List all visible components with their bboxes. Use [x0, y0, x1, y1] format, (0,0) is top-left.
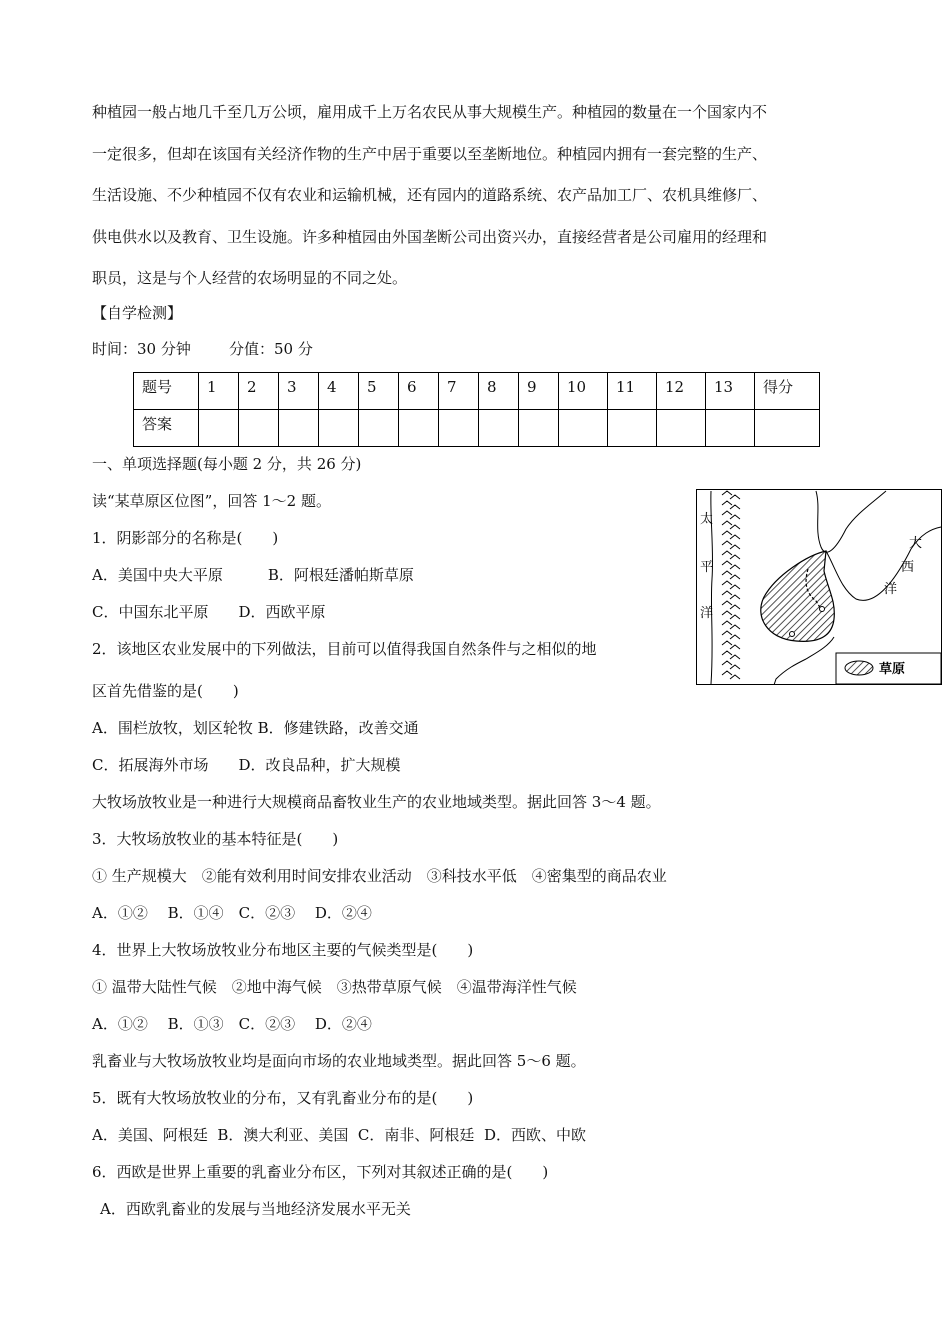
- table-cell: 9: [519, 373, 559, 410]
- atlantic-label: 大: [909, 536, 923, 551]
- table-row: [134, 373, 820, 410]
- q6-option-a: A．西欧乳畜业的发展与当地经济发展水平无关: [100, 1200, 411, 1218]
- intro-line: 种植园一般占地几千至几万公顷，雇用成千上万名农民从事大规模生产。种植园的数量在一个国家内不: [92, 103, 768, 121]
- table-cell: 12: [657, 373, 706, 410]
- score-cell[interactable]: [755, 410, 820, 447]
- answer-cell[interactable]: [399, 410, 439, 447]
- q1-stem: 1．阴影部分的名称是( ): [92, 529, 279, 547]
- answer-cell[interactable]: [199, 410, 239, 447]
- q5-options: A．美国、阿根廷 B．澳大利亚、美国 C．南非、阿根廷 D．西欧、中欧: [92, 1126, 586, 1144]
- intro-line: 一定很多，但却在该国有关经济作物的生产中居于重要以至垄断地位。种植园内拥有一套完整的生产、: [92, 144, 768, 163]
- table-cell: 6: [399, 373, 439, 410]
- table-cell: 8: [479, 373, 519, 410]
- legend-swatch: [845, 661, 873, 675]
- q3-options: A．①② B．①④ C．②③ D．②④: [92, 904, 372, 922]
- table-cell: 4: [319, 373, 359, 410]
- table-cell: 3: [279, 373, 319, 410]
- q6-stem: 6．西欧是世界上重要的乳畜业分布区，下列对其叙述正确的是( ): [92, 1163, 549, 1181]
- q3-items: ① 生产规模大 ②能有效利用时间安排农业活动 ③科技水平低 ④密集型的商品农业: [92, 867, 667, 885]
- table-cell: 10: [559, 373, 608, 410]
- q4-items: ① 温带大陆性气候 ②地中海气候 ③热带草原气候 ④温带海洋性气候: [92, 978, 577, 996]
- intro-line: 供电供水以及教育、卫生设施。许多种植园由外国垄断公司出资兴办，直接经营者是公司雇用的经理和: [92, 227, 768, 246]
- q2-stem: 2．该地区农业发展中的下列做法，目前可以值得我国自然条件与之相似的地: [92, 640, 597, 658]
- answer-cell[interactable]: [608, 410, 657, 447]
- q4-options: A．①② B．①③ C．②③ D．②④: [92, 1015, 372, 1033]
- atlantic-label: 西: [901, 560, 915, 575]
- q2-options-cd: C．拓展海外市场 D．改良品种，扩大规模: [92, 756, 401, 774]
- section-title: 【自学检测】: [92, 304, 183, 322]
- ranch-intro: 大牧场放牧业是一种进行大规模商品畜牧业生产的农业地域类型。据此回答 3～4 题。: [92, 793, 661, 811]
- map-intro: 读“某草原区位图”，回答 1～2 题。: [92, 492, 331, 510]
- q2-options-ab: A．围栏放牧，划区轮牧 B．修建铁路，改善交通: [92, 719, 419, 737]
- pacific-label: 平: [700, 560, 714, 575]
- legend-label: 草原: [879, 662, 906, 677]
- city-marker: [820, 607, 825, 612]
- answer-cell[interactable]: [239, 410, 279, 447]
- answer-cell[interactable]: [319, 410, 359, 447]
- table-cell: 得分: [755, 373, 820, 410]
- answer-cell[interactable]: [519, 410, 559, 447]
- pacific-label: 洋: [700, 606, 714, 621]
- table-cell: 13: [706, 373, 755, 410]
- answer-cell[interactable]: [479, 410, 519, 447]
- table-row: [134, 410, 820, 447]
- table-cell: 7: [439, 373, 479, 410]
- answer-cell[interactable]: [657, 410, 706, 447]
- answer-cell[interactable]: [706, 410, 755, 447]
- intro-line: 生活设施、不少种植园不仅有农业和运输机械，还有园内的道路系统、农产品加工厂、农机具维修厂、: [92, 186, 768, 204]
- table-cell: 11: [608, 373, 657, 410]
- answer-cell[interactable]: [359, 410, 399, 447]
- table-cell: 5: [359, 373, 399, 410]
- answer-cell[interactable]: [559, 410, 608, 447]
- time-info: 时间：30 分钟 分值：50 分: [92, 340, 313, 358]
- answer-cell[interactable]: [279, 410, 319, 447]
- atlantic-label: 洋: [884, 582, 898, 597]
- table-cell: 答案: [134, 410, 199, 447]
- q5-stem: 5．既有大牧场放牧业的分布，又有乳畜业分布的是( ): [92, 1089, 474, 1107]
- table-cell: 题号: [134, 373, 199, 410]
- q4-stem: 4．世界上大牧场放牧业分布地区主要的气候类型是( ): [92, 941, 474, 959]
- part1-title: 一、单项选择题(每小题 2 分，共 26 分): [92, 455, 362, 473]
- table-cell: 2: [239, 373, 279, 410]
- answer-cell[interactable]: [439, 410, 479, 447]
- answer-table: [133, 372, 820, 447]
- pacific-label: 太: [700, 512, 714, 527]
- intro-line: 职员，这是与个人经营的农场明显的不同之处。: [92, 269, 408, 287]
- q1-options-cd: C．中国东北平原 D．西欧平原: [92, 603, 326, 621]
- q1-options-ab: A．美国中央大平原 B．阿根廷潘帕斯草原: [92, 566, 414, 584]
- q2-stem-cont: 区首先借鉴的是( ): [92, 682, 239, 700]
- table-cell: 1: [199, 373, 239, 410]
- intro-paragraph: [92, 92, 862, 300]
- q3-stem: 3．大牧场放牧业的基本特征是( ): [92, 830, 339, 848]
- dairy-intro: 乳畜业与大牧场放牧业均是面向市场的农业地域类型。据此回答 5～6 题。: [92, 1052, 586, 1070]
- grassland-map: [696, 489, 942, 685]
- city-marker: [790, 632, 795, 637]
